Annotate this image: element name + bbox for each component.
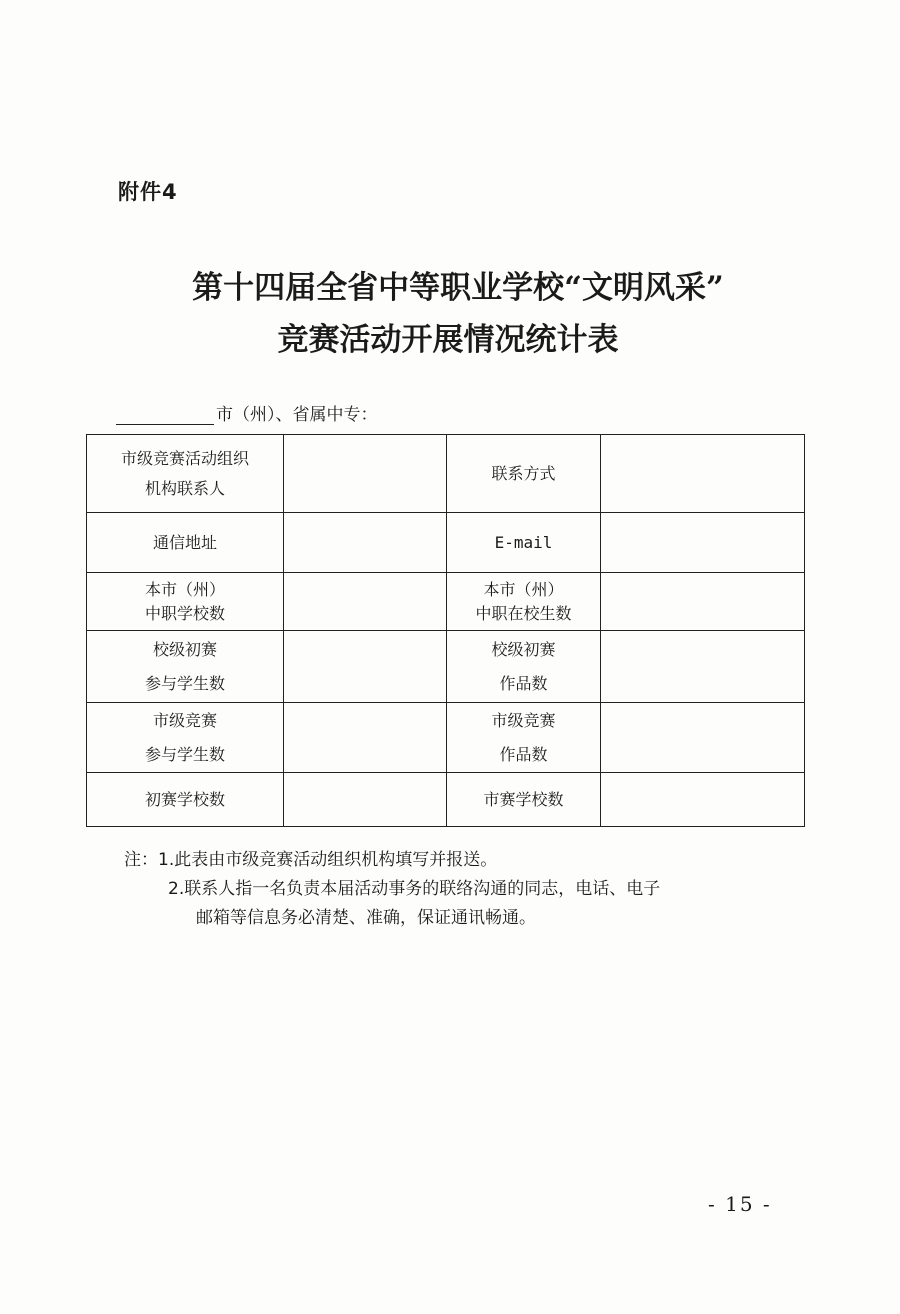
table-label-cell: 校级初赛 作品数 (447, 631, 601, 703)
title-line-2: 竞赛活动开展情况统计表 (277, 322, 619, 358)
table-input-cell[interactable] (601, 513, 805, 573)
table-input-cell[interactable] (601, 631, 805, 703)
note-1-text: 1.此表由市级竞赛活动组织机构填写并报送。 (158, 850, 498, 870)
table-input-cell[interactable] (601, 773, 805, 827)
table-label-cell: 初赛学校数 (87, 773, 284, 827)
statistics-table (86, 434, 805, 827)
table-label-cell: 联系方式 (447, 435, 601, 513)
table-label-cell: E-mail (447, 513, 601, 573)
title-line-1: 第十四届全省中等职业学校“文明风采” (192, 270, 724, 306)
table-row (87, 573, 805, 631)
table-label-cell: 本市（州） 中职学校数 (87, 573, 284, 631)
table-label-cell: 本市（州） 中职在校生数 (447, 573, 601, 631)
table-input-cell[interactable] (284, 435, 447, 513)
table-input-cell[interactable] (601, 435, 805, 513)
table-input-cell[interactable] (284, 631, 447, 703)
notes-prefix: 注： (124, 850, 158, 870)
table-row (87, 703, 805, 773)
note-2-line-2: 邮箱等信息务必清楚、准确，保证通讯畅通。 (196, 908, 536, 928)
note-1 (124, 846, 660, 875)
table-row (87, 773, 805, 827)
table-label-cell: 市级竞赛 参与学生数 (87, 703, 284, 773)
table-input-cell[interactable] (284, 573, 447, 631)
attachment-label: 附件4 (118, 180, 178, 204)
note-2-line-1: 2.联系人指一名负责本届活动事务的联络沟通的同志，电话、电子 (168, 879, 661, 899)
table-input-cell[interactable] (284, 513, 447, 573)
table-label-cell: 市级竞赛活动组织 机构联系人 (87, 435, 284, 513)
table-label-cell: 市赛学校数 (447, 773, 601, 827)
region-line-text: 市（州）、省属中专： (216, 405, 378, 425)
table-label-cell: 市级竞赛 作品数 (447, 703, 601, 773)
table-input-cell[interactable] (284, 773, 447, 827)
table-label-cell: 通信地址 (87, 513, 284, 573)
notes-section (124, 846, 660, 933)
page-number: - 15 - (708, 1192, 772, 1216)
table-input-cell[interactable] (284, 703, 447, 773)
table-input-cell[interactable] (601, 703, 805, 773)
region-line (116, 400, 378, 425)
table-row (87, 513, 805, 573)
table-label-cell: 校级初赛 参与学生数 (87, 631, 284, 703)
table-row (87, 435, 805, 513)
table-row (87, 631, 805, 703)
region-blank-field[interactable] (116, 406, 214, 425)
table-input-cell[interactable] (601, 573, 805, 631)
